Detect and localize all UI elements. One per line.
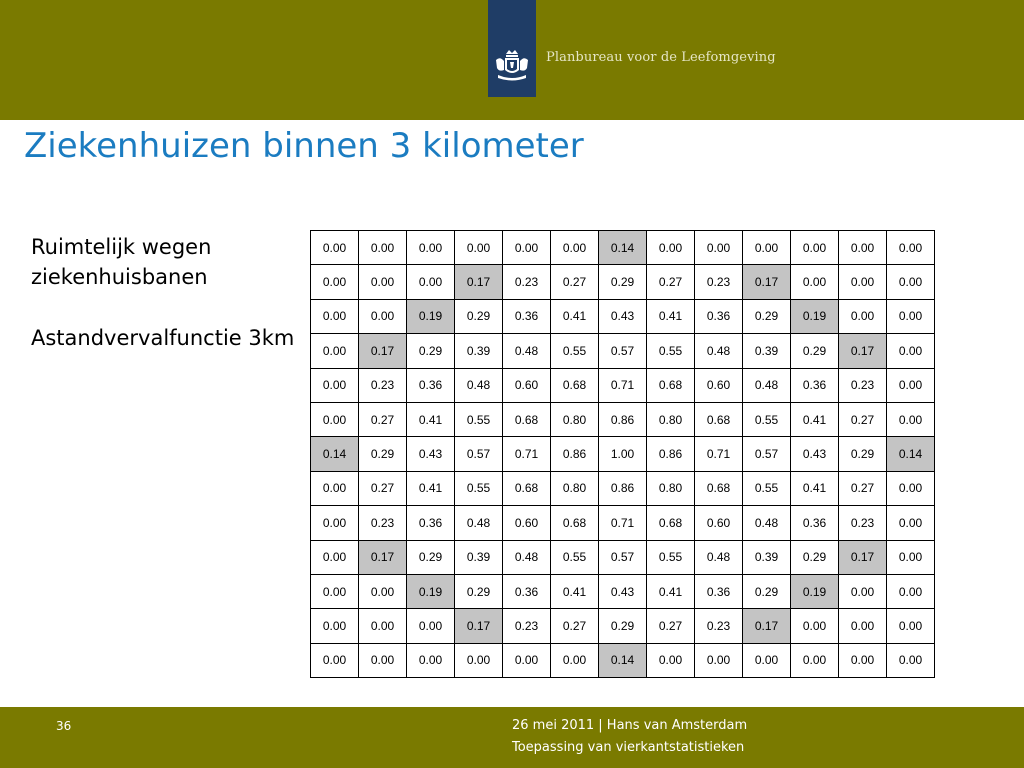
grid-cell: 0.23 xyxy=(695,609,743,643)
grid-cell: 0.00 xyxy=(743,643,791,677)
grid-cell: 0.80 xyxy=(647,471,695,505)
grid-cell: 0.36 xyxy=(503,299,551,333)
grid-cell: 0.29 xyxy=(599,609,647,643)
grid-cell: 0.68 xyxy=(551,506,599,540)
grid-cell: 0.00 xyxy=(887,506,935,540)
grid-cell: 0.41 xyxy=(647,299,695,333)
grid-cell: 0.17 xyxy=(455,609,503,643)
grid-cell: 0.68 xyxy=(695,402,743,436)
grid-cell: 0.60 xyxy=(695,368,743,402)
grid-cell: 0.00 xyxy=(887,402,935,436)
grid-cell: 0.57 xyxy=(455,437,503,471)
grid-cell: 0.00 xyxy=(359,643,407,677)
grid-cell: 0.14 xyxy=(311,437,359,471)
grid-cell: 0.36 xyxy=(407,506,455,540)
grid-cell: 0.00 xyxy=(359,609,407,643)
grid-cell: 0.29 xyxy=(359,437,407,471)
grid-cell: 0.48 xyxy=(503,334,551,368)
org-name: Planbureau voor de Leefomgeving xyxy=(546,50,776,65)
grid-cell: 0.00 xyxy=(311,231,359,265)
grid-cell: 0.00 xyxy=(839,609,887,643)
grid-cell: 0.00 xyxy=(407,609,455,643)
grid-cell: 0.68 xyxy=(551,368,599,402)
grid-cell: 0.00 xyxy=(311,368,359,402)
grid-cell: 0.23 xyxy=(839,368,887,402)
grid-cell: 0.41 xyxy=(551,574,599,608)
footer-bar xyxy=(0,707,1024,768)
grid-cell: 0.00 xyxy=(791,265,839,299)
grid-cell: 0.27 xyxy=(647,609,695,643)
grid-cell: 0.71 xyxy=(695,437,743,471)
footer-subtitle: Toepassing van vierkantstatistieken xyxy=(512,740,745,755)
grid-cell: 0.00 xyxy=(887,643,935,677)
grid-cell: 0.19 xyxy=(407,299,455,333)
grid-cell: 0.29 xyxy=(407,540,455,574)
grid-cell: 0.00 xyxy=(551,643,599,677)
grid-cell: 0.00 xyxy=(311,609,359,643)
grid-cell: 0.39 xyxy=(455,540,503,574)
grid-cell: 0.86 xyxy=(599,471,647,505)
grid-cell: 0.60 xyxy=(695,506,743,540)
grid-cell: 0.48 xyxy=(743,506,791,540)
grid-cell: 0.00 xyxy=(311,506,359,540)
grid-cell: 0.48 xyxy=(455,368,503,402)
grid-cell: 0.00 xyxy=(311,299,359,333)
grid-cell: 0.23 xyxy=(359,506,407,540)
grid-cell: 0.00 xyxy=(743,231,791,265)
grid-cell: 0.86 xyxy=(551,437,599,471)
grid-cell: 0.71 xyxy=(599,368,647,402)
grid-cell: 1.00 xyxy=(599,437,647,471)
grid-cell: 0.17 xyxy=(839,334,887,368)
grid-cell: 0.29 xyxy=(743,299,791,333)
grid-row xyxy=(311,368,935,402)
grid-cell: 0.00 xyxy=(839,265,887,299)
grid-cell: 0.68 xyxy=(503,402,551,436)
grid-cell: 0.17 xyxy=(455,265,503,299)
footer-date-author: 26 mei 2011 | Hans van Amsterdam xyxy=(512,718,748,733)
grid-cell: 0.00 xyxy=(887,334,935,368)
grid-cell: 0.00 xyxy=(503,231,551,265)
grid-cell: 0.00 xyxy=(311,265,359,299)
grid-cell: 0.29 xyxy=(455,574,503,608)
grid-cell: 0.00 xyxy=(311,402,359,436)
grid-cell: 0.60 xyxy=(503,506,551,540)
grid-cell: 0.29 xyxy=(455,299,503,333)
grid-cell: 0.27 xyxy=(359,471,407,505)
grid-row xyxy=(311,643,935,677)
grid-cell: 0.55 xyxy=(551,334,599,368)
grid-cell: 0.23 xyxy=(503,265,551,299)
grid-cell: 0.48 xyxy=(503,540,551,574)
grid-cell: 0.17 xyxy=(359,334,407,368)
grid-cell: 0.55 xyxy=(455,402,503,436)
grid-row xyxy=(311,540,935,574)
grid-cell: 0.55 xyxy=(647,540,695,574)
grid-cell: 0.00 xyxy=(887,574,935,608)
grid-cell: 0.71 xyxy=(503,437,551,471)
grid-cell: 0.29 xyxy=(791,540,839,574)
header-bar xyxy=(0,0,1024,120)
grid-row xyxy=(311,334,935,368)
grid-cell: 0.00 xyxy=(887,471,935,505)
grid-cell: 0.00 xyxy=(839,574,887,608)
grid-cell: 0.55 xyxy=(551,540,599,574)
grid-row xyxy=(311,299,935,333)
grid-cell: 0.39 xyxy=(743,540,791,574)
grid-cell: 0.36 xyxy=(695,299,743,333)
grid-cell: 0.29 xyxy=(791,334,839,368)
grid-cell: 0.00 xyxy=(455,231,503,265)
grid-cell: 0.00 xyxy=(887,609,935,643)
grid-cell: 0.00 xyxy=(311,471,359,505)
grid-cell: 0.80 xyxy=(551,402,599,436)
grid-cell: 0.48 xyxy=(743,368,791,402)
grid-cell: 0.57 xyxy=(599,334,647,368)
page-title: Ziekenhuizen binnen 3 kilometer xyxy=(24,126,584,166)
grid-cell: 0.00 xyxy=(887,540,935,574)
grid-cell: 0.41 xyxy=(791,471,839,505)
grid-cell: 0.68 xyxy=(647,368,695,402)
grid-cell: 0.36 xyxy=(791,368,839,402)
grid-cell: 0.00 xyxy=(791,643,839,677)
grid-cell: 0.29 xyxy=(743,574,791,608)
grid-cell: 0.43 xyxy=(599,299,647,333)
grid-cell: 0.27 xyxy=(839,471,887,505)
grid-cell: 0.48 xyxy=(455,506,503,540)
grid-cell: 0.23 xyxy=(359,368,407,402)
grid-cell: 0.17 xyxy=(743,265,791,299)
grid-cell: 0.00 xyxy=(695,643,743,677)
grid-cell: 0.57 xyxy=(599,540,647,574)
grid-row xyxy=(311,231,935,265)
side-text-line-2: Astandvervalfunctie 3km xyxy=(31,326,295,350)
grid-cell: 0.55 xyxy=(743,402,791,436)
grid-cell: 0.00 xyxy=(647,643,695,677)
grid-cell: 0.00 xyxy=(455,643,503,677)
grid-cell: 0.14 xyxy=(599,231,647,265)
grid-row xyxy=(311,574,935,608)
grid-cell: 0.19 xyxy=(791,299,839,333)
grid-cell: 0.00 xyxy=(359,231,407,265)
grid-cell: 0.00 xyxy=(839,643,887,677)
grid-cell: 0.36 xyxy=(695,574,743,608)
grid-cell: 0.86 xyxy=(647,437,695,471)
grid-cell: 0.39 xyxy=(455,334,503,368)
grid-cell: 0.00 xyxy=(359,299,407,333)
grid-cell: 0.00 xyxy=(839,299,887,333)
side-text-line-1: Ruimtelijk wegen ziekenhuisbanen xyxy=(31,235,212,289)
grid-cell: 0.00 xyxy=(887,368,935,402)
grid-cell: 0.36 xyxy=(407,368,455,402)
grid-cell: 0.36 xyxy=(791,506,839,540)
grid-cell: 0.29 xyxy=(599,265,647,299)
grid-cell: 0.00 xyxy=(359,574,407,608)
grid-cell: 0.00 xyxy=(791,609,839,643)
grid-cell: 0.17 xyxy=(743,609,791,643)
grid-cell: 0.00 xyxy=(551,231,599,265)
grid-cell: 0.00 xyxy=(311,643,359,677)
grid-cell: 0.00 xyxy=(695,231,743,265)
kernel-grid xyxy=(310,230,935,678)
grid-cell: 0.23 xyxy=(839,506,887,540)
grid-cell: 0.48 xyxy=(695,334,743,368)
grid-cell: 0.00 xyxy=(839,231,887,265)
grid-cell: 0.23 xyxy=(503,609,551,643)
grid-row xyxy=(311,609,935,643)
grid-cell: 0.55 xyxy=(743,471,791,505)
grid-cell: 0.00 xyxy=(359,265,407,299)
grid-cell: 0.00 xyxy=(887,265,935,299)
grid-cell: 0.80 xyxy=(647,402,695,436)
grid-cell: 0.00 xyxy=(311,540,359,574)
grid-cell: 0.17 xyxy=(359,540,407,574)
grid-row xyxy=(311,265,935,299)
logo-box xyxy=(488,0,536,97)
grid-cell: 0.00 xyxy=(791,231,839,265)
grid-cell: 0.43 xyxy=(791,437,839,471)
grid-cell: 0.00 xyxy=(887,231,935,265)
grid-cell: 0.36 xyxy=(503,574,551,608)
grid-row xyxy=(311,437,935,471)
grid-cell: 0.43 xyxy=(599,574,647,608)
grid-cell: 0.23 xyxy=(695,265,743,299)
slide-number: 36 xyxy=(56,719,72,733)
grid-cell: 0.48 xyxy=(695,540,743,574)
grid-cell: 0.41 xyxy=(407,402,455,436)
grid-cell: 0.60 xyxy=(503,368,551,402)
grid-cell: 0.68 xyxy=(695,471,743,505)
grid-cell: 0.41 xyxy=(647,574,695,608)
grid-cell: 0.17 xyxy=(839,540,887,574)
grid-cell: 0.27 xyxy=(359,402,407,436)
grid-cell: 0.29 xyxy=(839,437,887,471)
grid-cell: 0.14 xyxy=(887,437,935,471)
grid-cell: 0.39 xyxy=(743,334,791,368)
grid-cell: 0.27 xyxy=(551,609,599,643)
grid-cell: 0.14 xyxy=(599,643,647,677)
grid-cell: 0.29 xyxy=(407,334,455,368)
side-text xyxy=(31,232,301,384)
grid-cell: 0.00 xyxy=(311,574,359,608)
grid-cell: 0.68 xyxy=(503,471,551,505)
grid-row xyxy=(311,471,935,505)
grid-cell: 0.00 xyxy=(887,299,935,333)
grid-cell: 0.57 xyxy=(743,437,791,471)
grid-cell: 0.43 xyxy=(407,437,455,471)
grid-cell: 0.00 xyxy=(407,643,455,677)
grid-cell: 0.41 xyxy=(551,299,599,333)
grid-cell: 0.00 xyxy=(311,334,359,368)
grid-cell: 0.41 xyxy=(791,402,839,436)
grid-cell: 0.27 xyxy=(551,265,599,299)
grid-cell: 0.00 xyxy=(647,231,695,265)
grid-cell: 0.00 xyxy=(407,231,455,265)
grid-cell: 0.86 xyxy=(599,402,647,436)
grid-cell: 0.71 xyxy=(599,506,647,540)
grid-cell: 0.27 xyxy=(647,265,695,299)
grid-cell: 0.00 xyxy=(407,265,455,299)
grid-cell: 0.68 xyxy=(647,506,695,540)
grid-cell: 0.55 xyxy=(455,471,503,505)
grid-cell: 0.80 xyxy=(551,471,599,505)
coat-of-arms-icon xyxy=(492,48,532,84)
grid-cell: 0.19 xyxy=(407,574,455,608)
grid-cell: 0.00 xyxy=(503,643,551,677)
grid-cell: 0.27 xyxy=(839,402,887,436)
grid-cell: 0.55 xyxy=(647,334,695,368)
grid-cell: 0.19 xyxy=(791,574,839,608)
grid-row xyxy=(311,506,935,540)
grid-row xyxy=(311,402,935,436)
grid-cell: 0.41 xyxy=(407,471,455,505)
